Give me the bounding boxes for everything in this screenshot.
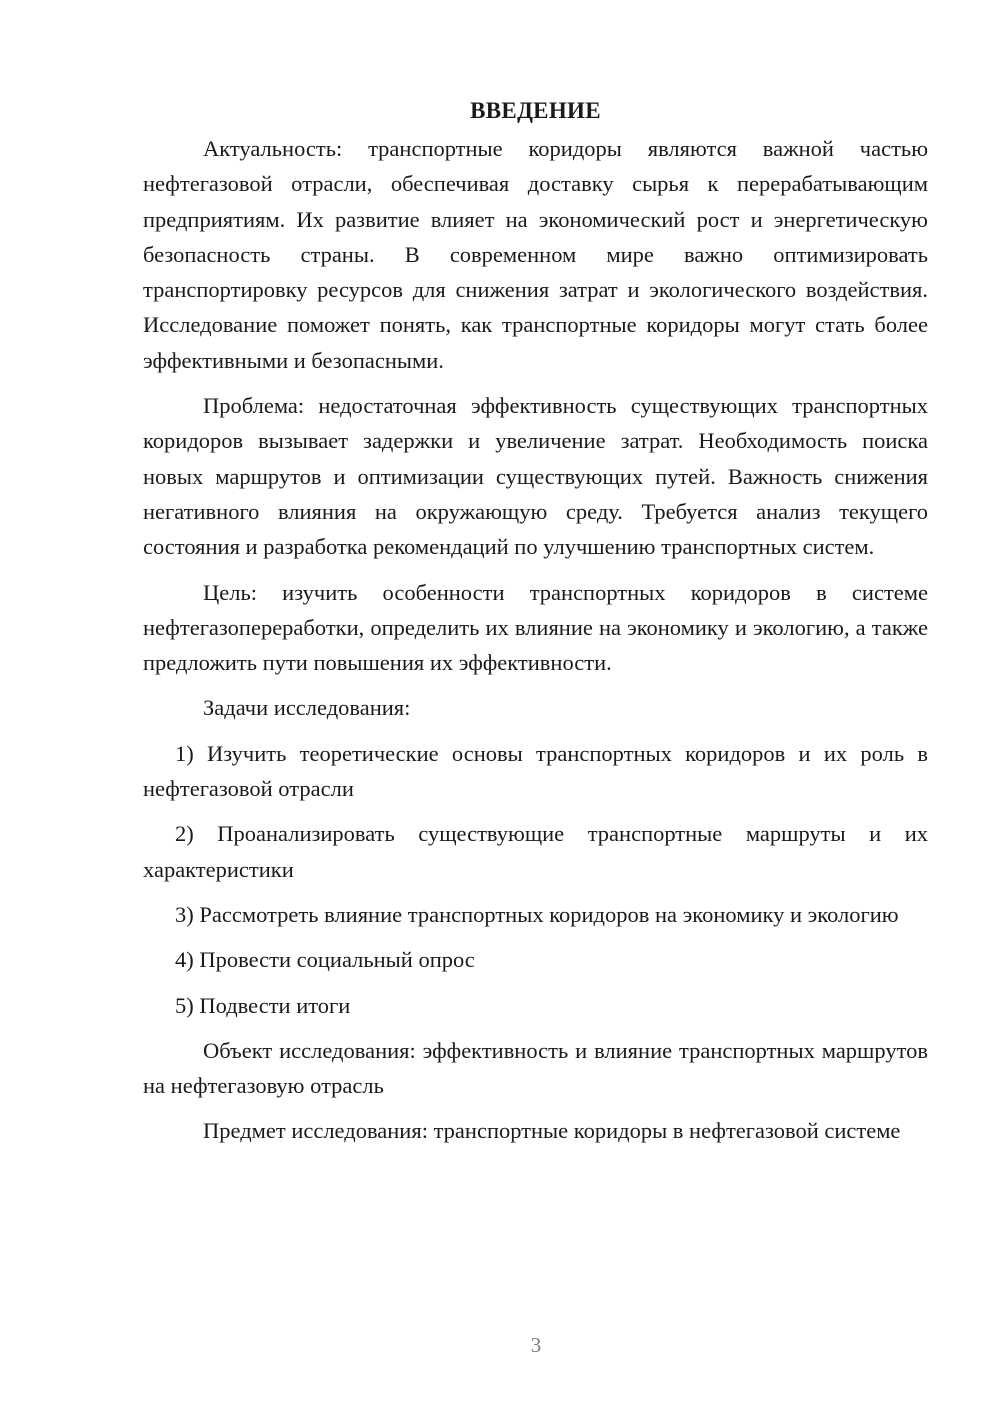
task-item-4: 4) Провести социальный опрос bbox=[175, 947, 475, 973]
relevance-paragraph: Актуальность: транспортные коридоры являются важной частью нефтегазовой отрасли, обеспечивая доставку сырья к перерабатывающим предприятиям. Их развитие влияет на экономический рост и энергетическую безопасность страны. В современном мире важно оптимизировать транспортировку ресурсов для снижения затрат и экологического воздействия. Исследование поможет понять, как транспортные коридоры могут стать более эффективными и безопасными. bbox=[143, 136, 928, 373]
object-paragraph: Объект исследования: эффективность и влияние транспортных маршрутов на нефтегазовую отрасль bbox=[143, 1037, 928, 1099]
problem-paragraph: Проблема: недостаточная эффективность существующих транспортных коридоров вызывает задержки и увеличение затрат. Необходимость поиска новых маршрутов и оптимизации существующих путей. Важность снижения негативного влияния на окружающую среду. Требуется анализ текущего состояния и разработка рекомендаций по улучшению транспортных систем. bbox=[143, 393, 928, 560]
page-content bbox=[143, 95, 928, 1159]
task-item-3: 3) Рассмотреть влияние транспортных коридоров на экономику и экологию bbox=[175, 901, 899, 927]
section-title: ВВЕДЕНИЕ bbox=[470, 98, 601, 123]
task-item-1: 1) Изучить теоретические основы транспортных коридоров и их роль в нефтегазовой отрасли bbox=[143, 740, 928, 802]
page-number: 3 bbox=[530, 1333, 542, 1357]
task-item-5: 5) Подвести итоги bbox=[175, 992, 351, 1018]
task-item-2: 2) Проанализировать существующие транспортные маршруты и их характеристики bbox=[143, 821, 928, 882]
goal-paragraph: Цель: изучить особенности транспортных коридоров в системе нефтегазопереработки, определить их влияние на экономику и экологию, а также предложить пути повышения их эффективности. bbox=[143, 579, 928, 676]
tasks-heading: Задачи исследования: bbox=[203, 695, 411, 721]
subject-paragraph: Предмет исследования: транспортные коридоры в нефтегазовой системе bbox=[203, 1118, 901, 1144]
